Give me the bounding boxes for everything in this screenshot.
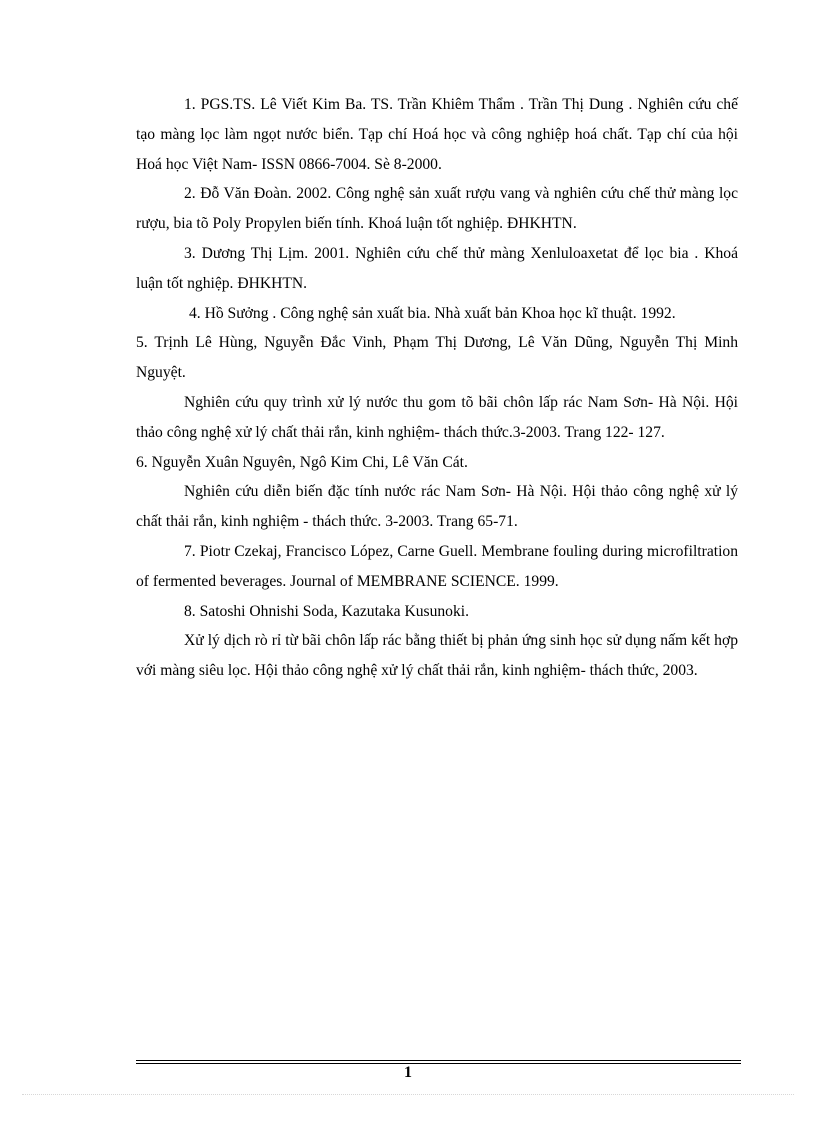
reference-item-2: 2. Đỗ Văn Đoàn. 2002. Công nghệ sản xuất rượu vang và nghiên cứu chế thử màng lọc rượu, bia tõ Poly Propylen biến tính. Khoá luận tốt nghiệp. ĐHKHTN. (136, 185, 738, 233)
reference-item-8-authors: 8. Satoshi Ohnishi Soda, Kazutaka Kusunoki. (184, 602, 469, 620)
reference-item-1: 1. PGS.TS. Lê Viết Kim Ba. TS. Trần Khiêm Thẩm . Trần Thị Dung . Nghiên cứu chế tạo màng lọc làm ngọt nước biển. Tạp chí Hoá học và công nghiệp hoá chất. Tạp chí của hội Hoá học Việt Nam- ISSN 0866-7004. Sè 8-2000. (136, 96, 738, 173)
page-number: 1 (404, 1064, 412, 1081)
reference-item-5-title: Nghiên cứu quy trình xử lý nước thu gom tõ bãi chôn lấp rác Nam Sơn- Hà Nội. Hội thảo công nghệ xử lý chất thải rắn, kinh nghiệm- thách thức.3-2003. Trang 122- 127. (136, 393, 738, 441)
reference-item-6-authors: 6. Nguyễn Xuân Nguyên, Ngô Kim Chi, Lê Văn Cát. (136, 453, 468, 471)
reference-item-4: 4. Hồ Sưởng . Công nghệ sản xuất bia. Nhà xuất bản Khoa học kĩ thuật. 1992. (189, 304, 676, 322)
reference-list (136, 90, 738, 686)
reference-item-7: 7. Piotr Czekaj, Francisco López, Carne Guell. Membrane fouling during microfiltration of fermented beverages. Journal of MEMBRANE SCIENCE. 1999. (136, 542, 738, 590)
reference-item-6-title: Nghiên cứu diễn biến đặc tính nước rác Nam Sơn- Hà Nội. Hội thảo công nghệ xử lý chất thải rắn, kinh nghiệm - thách thức. 3-2003. Trang 65-71. (136, 483, 738, 531)
reference-item-3: 3. Dương Thị Lịm. 2001. Nghiên cứu chế thử màng Xenluloaxetat để lọc bia . Khoá luận tốt nghiệp. ĐHKHTN. (136, 244, 738, 292)
page-bottom-edge (22, 1094, 794, 1095)
reference-item-8-title: Xử lý dịch rò rỉ từ bãi chôn lấp rác bằng thiết bị phản ứng sinh học sử dụng nấm kết hợp với màng siêu lọc. Hội thảo công nghệ xử lý chất thải rắn, kinh nghiệm- thách thức, 2003. (136, 632, 738, 680)
reference-item-5-authors: 5. Trịnh Lê Hùng, Nguyễn Đắc Vinh, Phạm Thị Dương, Lê Văn Dũng, Nguyễn Thị Minh Nguyệt. (136, 334, 738, 382)
